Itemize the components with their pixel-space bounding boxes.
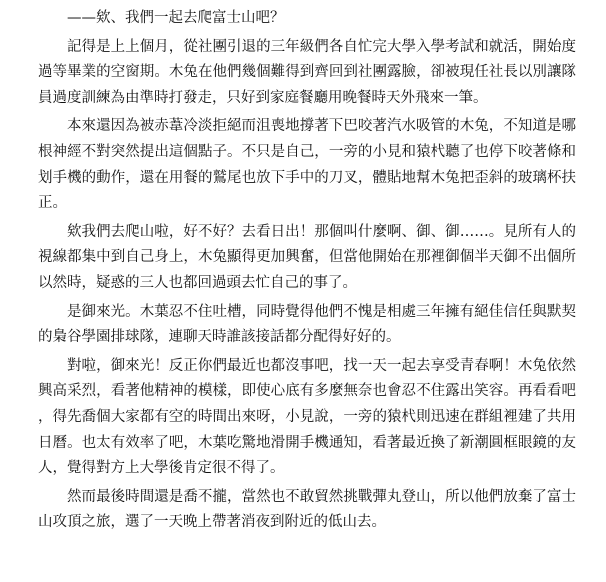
paragraph-2: 本來還因為被赤葦冷淡拒絕而沮喪地撐著下巴咬著汽水吸管的木兔，不知道是哪根神經不對突然提出這個點子。不只是自己，一旁的小見和猿杙聽了也停下咬著條和划手機的動作，還在用餐的鷲尾也放下手中的刀叉，體貼地幫木兔把歪斜的玻璃杯扶正。 (38, 118, 576, 212)
opening-line: ——欸、我們一起去爬富士山吧？ (67, 10, 285, 26)
paragraph-6: 然而最後時間還是喬不攏，當然也不敢貿然挑戰彈丸登山，所以他們放棄了富士山攻頂之旅，選了一天晚上帶著消夜到附近的低山去。 (38, 488, 576, 531)
document-page (38, 0, 576, 539)
paragraph-1: 記得是上上個月，從社團引退的三年級們各自忙完大學入學考試和就活，開始度過等畢業的空窗期。木兔在他們幾個難得到齊回到社團露臉，卻被現任社長以別讓隊員過度訓練為由準時打發走，只好到家庭餐廳用晚餐時天外飛來一筆。 (38, 38, 576, 106)
paragraph-4: 是御來光。木葉忍不住吐槽，同時覺得他們不愧是相處三年擁有絕佳信任與默契的梟谷學園排球隊，連聊天時誰該接話都分配得好好的。 (38, 303, 576, 346)
paragraph-5: 對啦，御來光！反正你們最近也都沒事吧，找一天一起去享受青春啊！木兔依然興高采烈，看著他精神的模樣，即使心底有多麼無奈也會忍不住露出笑容。再看看吧，得先喬個大家都有空的時間出來呀，小見說，一旁的猿杙則迅速在群組裡建了共用日曆。也太有效率了吧，木葉吃驚地滑開手機通知，看著最近換了新潮圓框眼鏡的友人，覺得對方上大學後肯定很不得了。 (38, 357, 576, 477)
paragraph-3: 欸我們去爬山啦，好不好？去看日出！那個叫什麼啊、御、御……。見所有人的視線都集中到自己身上，木兔顯得更加興奮，但當他開始在那裡御個半天御不出個所以然時，疑惑的三人也都回過頭去忙自己的事了。 (38, 223, 576, 291)
